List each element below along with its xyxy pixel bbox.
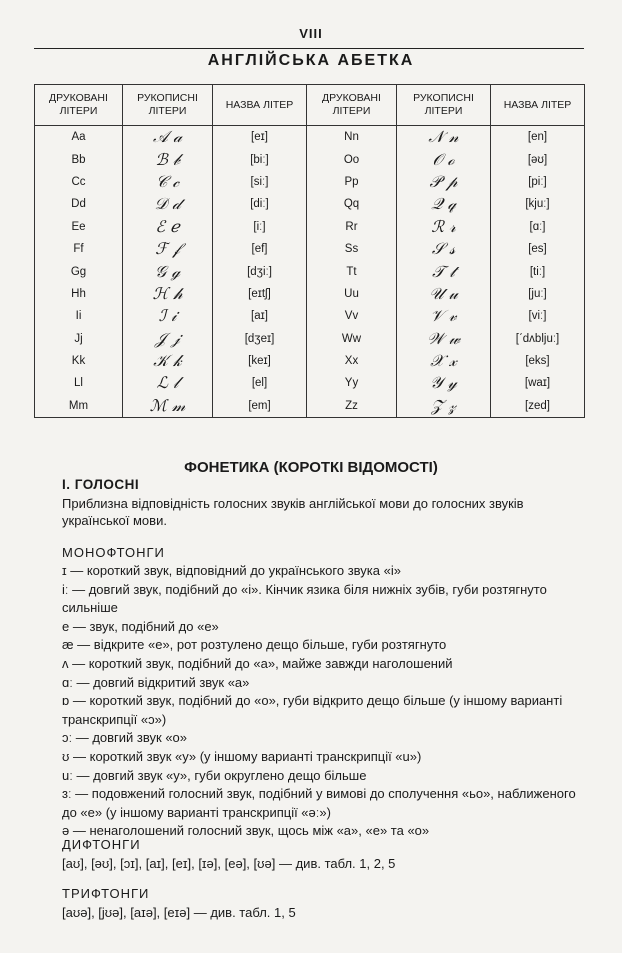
handwritten-letter: 𝒯 𝓉	[397, 260, 491, 282]
printed-letter: Tt	[307, 260, 397, 282]
table-row	[35, 328, 585, 350]
printed-letter: Cc	[35, 171, 123, 193]
monophthong-line: æ — відкрите «е», рот розтулено дещо більше, губи розтягнуто	[62, 637, 447, 653]
printed-letter: Vv	[307, 305, 397, 327]
printed-letter: Ww	[307, 328, 397, 350]
printed-letter: Uu	[307, 283, 397, 305]
header-handwritten-letters-2: РУКОПИСНІ ЛІТЕРИ	[397, 85, 491, 126]
monophthongs-title: МОНОФТОНГИ	[62, 545, 165, 560]
handwritten-letter: ℐ 𝒾	[123, 305, 213, 327]
alphabet-table	[34, 84, 585, 418]
handwritten-letter: 𝒴 𝓎	[397, 372, 491, 394]
phonetics-title: ФОНЕТИКА (КОРОТКІ ВІДОМОСТІ)	[184, 459, 438, 476]
table-row	[35, 238, 585, 260]
monophthong-line: e — звук, подібний до «е»	[62, 618, 219, 634]
handwritten-letter: ℒ 𝓁	[123, 372, 213, 394]
table-row	[35, 372, 585, 394]
letter-name: [zed]	[491, 395, 585, 418]
page-number: VIII	[299, 26, 323, 41]
handwritten-letter: 𝒫 𝓅	[397, 171, 491, 193]
monophthong-line: iː — довгий звук, подібний до «і». Кінчик язика біля нижніх зубів, губи розтягнуто сильніше	[62, 581, 551, 616]
monophthong-line: ɜː — подовжений голосний звук, подібний у вимові до сполучення «ьо», наближеного до «е» (у іншому варианті транскрипції «əː»)	[62, 786, 580, 820]
handwritten-letter: 𝒪 ℴ	[397, 148, 491, 170]
handwritten-letter: 𝒮 𝓈	[397, 238, 491, 260]
letter-name: [diː]	[213, 193, 307, 215]
letter-name: [em]	[213, 395, 307, 418]
letter-name: [eɪ]	[213, 126, 307, 149]
letter-name: [keɪ]	[213, 350, 307, 372]
alphabet-table-body	[35, 126, 585, 418]
printed-letter: Bb	[35, 148, 123, 170]
monophthongs-list	[62, 562, 582, 841]
letter-name: [iː]	[213, 216, 307, 238]
table-row	[35, 216, 585, 238]
printed-letter: Kk	[35, 350, 123, 372]
header-printed-letters-2: ДРУКОВАНІ ЛІТЕРИ	[307, 85, 397, 126]
letter-name: [biː]	[213, 148, 307, 170]
handwritten-letter: 𝒰 𝓊	[397, 283, 491, 305]
section-vowels-intro: Приблизна відповідність голосних звуків англійської мови до голосних звуків української мови.	[62, 496, 524, 528]
letter-name: [waɪ]	[491, 372, 585, 394]
monophthong-line: ə — ненаголошений голосний звук, щось між «а», «е» та «о»	[62, 823, 430, 839]
header-handwritten-letters: РУКОПИСНІ ЛІТЕРИ	[123, 85, 213, 126]
letter-name: [eks]	[491, 350, 585, 372]
printed-letter: Ss	[307, 238, 397, 260]
printed-letter: Xx	[307, 350, 397, 372]
alphabet-title: АНГЛІЙСЬКА АБЕТКА	[207, 52, 415, 69]
printed-letter: Ff	[35, 238, 123, 260]
table-row	[35, 126, 585, 149]
printed-letter: Yy	[307, 372, 397, 394]
handwritten-letter: 𝒦 𝓀	[123, 350, 213, 372]
letter-name: [es]	[491, 238, 585, 260]
table-row	[35, 283, 585, 305]
printed-letter: Jj	[35, 328, 123, 350]
triphthongs-title: ТРИФТОНГИ	[62, 886, 150, 901]
printed-letter: Gg	[35, 260, 123, 282]
letter-name: [el]	[213, 372, 307, 394]
table-row	[35, 260, 585, 282]
handwritten-letter: 𝒵 𝓏	[397, 395, 491, 418]
triphthongs-text: [aʊə], [jʊə], [aɪə], [eɪə] — див. табл. 1, 5	[62, 905, 296, 920]
table-header-row	[35, 85, 585, 126]
handwritten-letter: ℳ 𝓂	[123, 395, 213, 418]
header-printed-letters: ДРУКОВАНІ ЛІТЕРИ	[35, 85, 123, 126]
table-row	[35, 395, 585, 418]
printed-letter: Ii	[35, 305, 123, 327]
monophthong-line: ɑː — довгий відкритий звук «а»	[62, 674, 250, 690]
letter-name: [juː]	[491, 283, 585, 305]
diphthongs-text: [aʊ], [əʊ], [ɔɪ], [aɪ], [eɪ], [ɪə], [eə], [ʊə] — див. табл. 1, 2, 5	[62, 856, 396, 871]
handwritten-letter: 𝒳 𝓍	[397, 350, 491, 372]
printed-letter: Dd	[35, 193, 123, 215]
handwritten-letter: 𝒬 𝓆	[397, 193, 491, 215]
handwritten-letter: 𝒞 𝒸	[123, 171, 213, 193]
letter-name: [tiː]	[491, 260, 585, 282]
header-letter-names-2: НАЗВА ЛІТЕР	[491, 85, 585, 126]
printed-letter: Ee	[35, 216, 123, 238]
handwritten-letter: ℋ 𝒽	[123, 283, 213, 305]
printed-letter: Ll	[35, 372, 123, 394]
printed-letter: Aa	[35, 126, 123, 149]
handwritten-letter: 𝒲 𝓌	[397, 328, 491, 350]
handwritten-letter: ℱ 𝒻	[123, 238, 213, 260]
table-row	[35, 350, 585, 372]
table-row	[35, 305, 585, 327]
handwritten-letter: 𝒢 ℊ	[123, 260, 213, 282]
handwritten-letter: ℛ 𝓇	[397, 216, 491, 238]
handwritten-letter: 𝒜 𝒶	[123, 126, 213, 149]
monophthong-line: uː — довгий звук «у», губи округлено дещо більше	[62, 767, 367, 783]
printed-letter: Mm	[35, 395, 123, 418]
table-row	[35, 148, 585, 170]
letter-name: [əʊ]	[491, 148, 585, 170]
printed-letter: Oo	[307, 148, 397, 170]
letter-name: [kjuː]	[491, 193, 585, 215]
printed-letter: Hh	[35, 283, 123, 305]
printed-letter: Pp	[307, 171, 397, 193]
section-vowels-title: І. ГОЛОСНІ	[62, 477, 140, 492]
printed-letter: Rr	[307, 216, 397, 238]
monophthong-line: ɒ — короткий звук, подібний до «о», губи відкрито дещо більше (у іншому варианті транскрипції «ɔ»)	[62, 693, 566, 727]
handwritten-letter: 𝒱 𝓋	[397, 305, 491, 327]
letter-name: [ɑː]	[491, 216, 585, 238]
handwritten-letter: ℬ 𝒷	[123, 148, 213, 170]
diphthongs-title: ДИФТОНГИ	[62, 837, 141, 852]
letter-name: [dʒeɪ]	[213, 328, 307, 350]
printed-letter: Qq	[307, 193, 397, 215]
letter-name: [ef]	[213, 238, 307, 260]
title-rule	[34, 48, 584, 49]
monophthong-line: ɪ — короткий звук, відповідний до українського звука «і»	[62, 563, 401, 578]
letter-name: [aɪ]	[213, 305, 307, 327]
monophthong-line: ɔː — довгий звук «о»	[62, 730, 188, 746]
printed-letter: Zz	[307, 395, 397, 418]
monophthong-line: ʊ — короткий звук «у» (у іншому варианті транскрипції «u»)	[62, 748, 422, 764]
handwritten-letter: ℰ ℯ	[123, 216, 213, 238]
table-row	[35, 193, 585, 215]
letter-name: [eɪtʃ]	[213, 283, 307, 305]
handwritten-letter: 𝒥 𝒿	[123, 328, 213, 350]
handwritten-letter: 𝒩 𝓃	[397, 126, 491, 149]
letter-name: [dʒiː]	[213, 260, 307, 282]
letter-name: [viː]	[491, 305, 585, 327]
letter-name: [siː]	[213, 171, 307, 193]
table-row	[35, 171, 585, 193]
header-letter-names: НАЗВА ЛІТЕР	[213, 85, 307, 126]
letter-name: [piː]	[491, 171, 585, 193]
printed-letter: Nn	[307, 126, 397, 149]
letter-name: [ˊdʌbljuː]	[491, 328, 585, 350]
letter-name: [en]	[491, 126, 585, 149]
monophthong-line: ʌ — короткий звук, подібний до «а», майже завжди наголошений	[62, 655, 453, 671]
handwritten-letter: 𝒟 𝒹	[123, 193, 213, 215]
